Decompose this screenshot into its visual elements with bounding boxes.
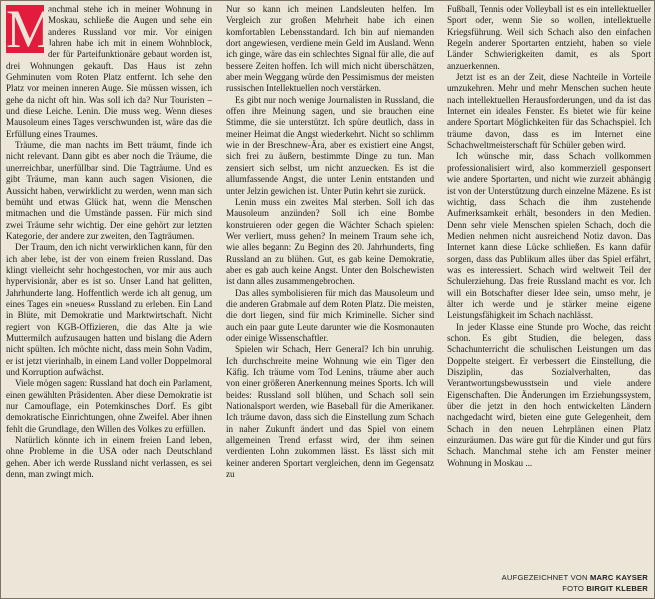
credit-recorded	[463, 572, 648, 583]
credit-name: BIRGIT KLEBER	[586, 584, 648, 593]
paragraph: Der Traum, den ich nicht verwirklichen kann, für den ich aber lebe, ist der von einem freien Russland. Das klingt vielleicht sehr hochgestochen, vor mir aus auch hypervisionär, aber es ist so. Unser Land hat gelitten, Jahrhunderte lang. Hoffentlich werde ich alt genug, um eines Tages ein »neues« Russland zu erleben. Ein Land in Blüte, mit Demokratie und Marktwirtschaft. Nicht regiert von KGB-Offizieren, die das Alte ja wie Muttermilch aufzusaugen hatten und bislang die Adern nicht spülten. Ich möchte nicht, dass mein Sohn Vadim, er ist jetzt vierinhalb, in einem Land voller Doppelmoral und Korruption aufwächst.	[6, 242, 212, 377]
paragraph: Natürlich könnte ich in einem freien Land leben, ohne Probleme in die USA oder nach Deutschland gehen. Aber ich werde Russland nicht verlassen, es sei denn, man zwingt mich.	[6, 435, 212, 480]
paragraph: In jeder Klasse eine Stunde pro Woche, das reicht schon. Es gibt Studien, die belegen, dass Schachunterricht die schulischen Leistungen um das Doppelte steigert. Er verbessert die Einstellung, die Disziplin, das Sozialverhalten, das Verantwortungsbewusstsein und viele andere Eigenschaften. Die Änderungen im Erziehungssystem, über die jetzt in den hoch entwickelten Ländern nachgedacht wird, bieten eine gute Gelegenheit, dem Schach in den neuen Lehrplänen einen Platz einzuräumen. Das wäre gut für die Kinder und gut fürs Schach. Manchmal stehe ich am Fenster meiner Wohnung in Moskau ...	[447, 321, 651, 468]
paragraph: Fußball, Tennis oder Volleyball ist es ein intellektueller Sport oder, wenn Sie so wollen, intellektuelle Kriegsführung. Weil sich Schach also den einfachen Regeln anderer Sportarten entzieht, haben so viele Länder Schwierigkeiten damit, es als Sport anzuerkennen.	[447, 4, 651, 71]
drop-cap-letter: M	[6, 0, 55, 59]
credit-photo	[463, 583, 648, 594]
paragraph: Es gibt nur noch wenige Journalisten in Russland, die offen ihre Meinung sagen, und sie brauchen eine Stimme, die sie unterstützt. Ich spüre deutlich, dass in meiner Heimat die Angst wiederkehrt. Nicht so schlimm wie in der Breschnew-Ära, aber es existiert eine Angst, sich frei zu äußern, bestimmte Dinge zu tun. Man zensiert sich selbst, um nicht anzuecken. Es ist die allumfassende Angst, die unter Lenin entstanden und unter Jelzin gewichen ist. Unter Putin kehrt sie zurück.	[226, 94, 434, 196]
paragraph: Nur so kann ich meinen Landsleuten helfen. Im Vergleich zur großen Mehrheit habe ich einen komfortablen Lebensstandard. Ich bin auf niemanden dort angewiesen, verdiene mein Geld im Ausland. Wenn ich ginge, wäre das ein schlechtes Signal für alle, die auf bessere Zeiten hoffen. Ich will mich nicht überschätzen, aber mein Weggang würde den Pessimismus der meisten russischen Intellektuellen noch verstärken.	[226, 4, 434, 94]
paragraph: Träume, die man nachts im Bett träumt, finde ich nicht relevant. Dann gibt es aber noch die Träume, die unerreichbar, unerfüllbar sind. Die Tagträume. Und es gibt Träume, man kann auch sagen Visionen, die Aussicht haben, verwirklicht zu werden, wenn man sich bemüht und etwas Glück hat, wenn die Menschen mitmachen und die Umstände passen. Für mich sind zwei Träume sehr wichtig. Der eine gehört zur letzten Kategorie, der andere zur zweiten, den Tagträumen.	[6, 140, 212, 241]
paragraph: Spielen wir Schach, Herr General? Ich bin unruhig. Ich durchschreite meine Wohnung wie ein Tiger den Käfig. Ich träume vom Tod Lenins, träume aber auch von einer größeren Anerkennung meines Sports. Ich will beides: Russland soll blühen, und Schach soll sein Nationalsport werden, wie Baseball für die Amerikaner. Ich träume davon, dass sich die Einstellung zum Schach in naher Zukunft ändert und das Spiel von einem allgemeinen Trend erfasst wird, der ihm seinen verdienten Lohn zukommen lässt. Es lässt sich mit keiner anderen Sportart vergleichen, denn im Gegensatz zu	[226, 344, 434, 480]
paragraph: Lenin muss ein zweites Mal sterben. Soll ich das Mausoleum anzünden? Soll ich eine Bombe konstruieren oder gegen die Wächter Schach spielen: Wer verliert, muss gehen? In meinem Traum sehe ich, wie alles begann: Zu Beginn des 20. Jahrhunderts, fing Russland an zu blühen. Gut, es gab keine Demokratie, aber es gab auch keine Angst. Unter den Bolschewisten ist dann alles zusammengebrochen.	[226, 196, 434, 287]
paragraph: anchmal stehe ich in meiner Wohnung in Moskau, schließe die Augen und sehe ein anderes Russland vor mir. Vor einigen Jahren habe ich mit in einem Wohnblock, der für Parteifunktionäre gebaut worden ist, drei Wohnungen gekauft. Das Haus ist zehn Gehminuten vom Roten Platz entfernt. Ich sehe den Platz vor meinen inneren Auge. Sie müssen wissen, ich gehe da nicht oft hin. Was soll ich da? Nur Touristen – und diese Leiche. Lenin. Die muss weg. Wenn dieses Mausoleum eines Tages verschwunden ist, wäre das die Erfüllung eines Traumes.	[6, 4, 212, 139]
paragraph: Das alles symbolisieren für mich das Mausoleum und die anderen Grabmale auf dem Roten Platz. Die meisten, die dort liegen, sind für mich Kriminelle. Sicher sind auch ein paar gute Leute darunter wie die Kosmonauten oder einige Wissenschaftler.	[226, 287, 434, 343]
article-column-1	[6, 0, 212, 480]
article-column-3	[447, 4, 651, 469]
article-column-2	[226, 4, 434, 480]
paragraph: Ich wünsche mir, dass Schach vollkommen professionalisiert wird, also kommerziell gesponsert wie andere Sportarten, und nicht wie zurzeit abhängig ist von der Unterstützung durch einzelne Mäzene. Es ist wichtig, dass Schach die ihm zustehende Aufmerksamkeit erhält, besonders in den Medien. Denn sehr viele Menschen spielen Schach, doch die Medien nehmen nicht ausreichend Notiz davon. Das Internet kann diese Lücke schließen. Es kann dafür sorgen, dass das Publikum alles über das Spiel erfährt, was es interessiert. Schach wird weltweit Teil der Schulerziehung. Das freie Russland macht es vor. Ich will ein Botschafter dieser Idee sein, umso mehr, je älter ich werde und je stärker meine eigene Leistungsfähigkeit im Schach nachlässt.	[447, 151, 651, 321]
credit-name: MARC KAYSER	[589, 573, 648, 582]
drop-cap	[6, 0, 55, 59]
credit-label: FOTO	[562, 584, 585, 593]
article-credits	[463, 572, 648, 594]
credit-label: AUFGEZEICHNET VON	[501, 573, 588, 582]
paragraph: Jetzt ist es an der Zeit, diese Nachteile in Vorteile umzukehren. Mehr und mehr Menschen suchen heute nach intellektuellen Herausforderungen, und da ist das Internet ein ideales Fenster. Es bietet wie für keine andere Sportart Möglichkeiten für das Schachspiel. Ich träume davon, dass es im Internet eine Schachweltmeisterschaft für Schüler geben wird.	[447, 72, 651, 151]
paragraph: Viele mögen sagen: Russland hat doch ein Parlament, einen gewählten Präsidenten. Aber diese Demokratie ist nur Camouflage, ein Potemkinsches Dorf. Es gibt demokratische Einrichtungen, ohne Zweifel. Aber ihnen fehlt die Grundlage, den Willen des Volkes zu erfüllen.	[6, 378, 212, 434]
